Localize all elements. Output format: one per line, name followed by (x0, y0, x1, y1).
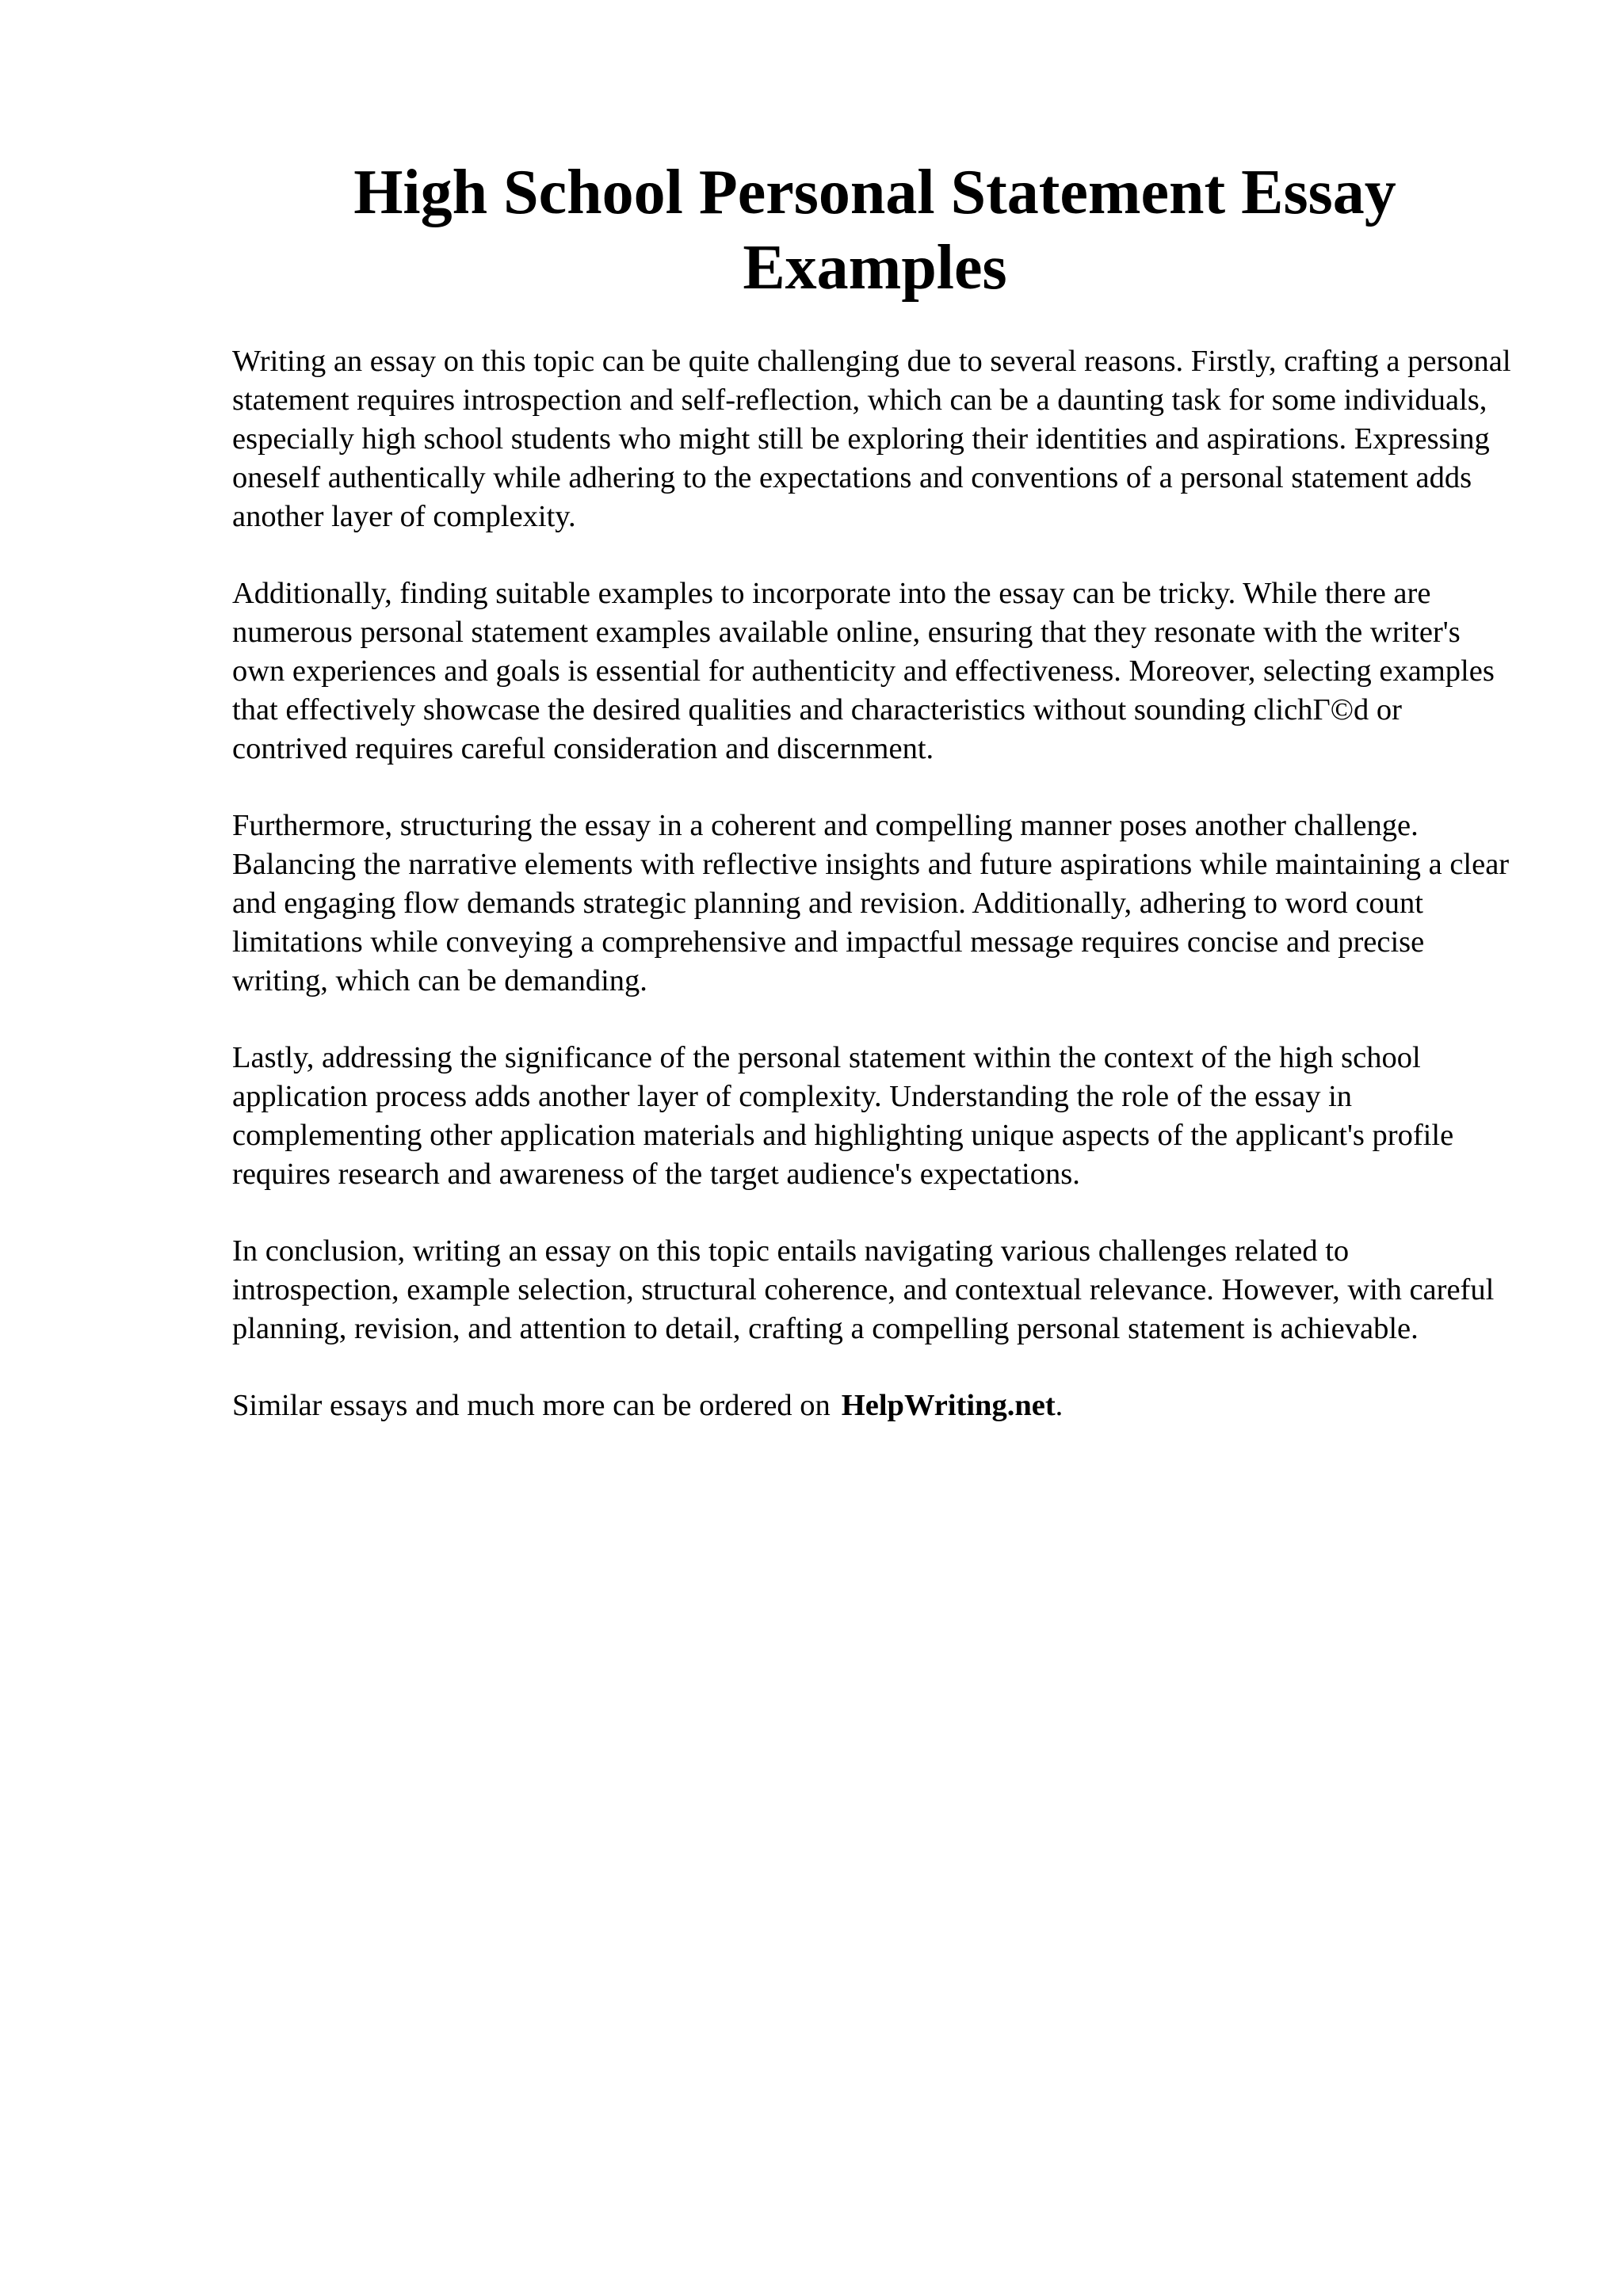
paragraph-4: Lastly, addressing the significance of the personal statement within the context of the high school application process adds another layer of complexity. Understanding the role of the essay in complementing other application materials and highlighting unique aspects of the applicant's profile requires research and awareness of the target audience's expectations. (232, 1041, 1454, 1191)
paragraph-2: Additionally, finding suitable examples to incorporate into the essay can be tricky. While there are numerous personal statement examples available online, ensuring that they resonate with the writer's own experiences and goals is essential for authenticity and effectiveness. Moreover, selecting examples that effectively showcase the desired qualities and characteristics without sounding clichΓ©d or contrived requires careful consideration and discernment. (232, 577, 1495, 765)
footer-text: Similar essays and much more can be ordered on (232, 1389, 831, 1422)
footer-line (232, 1386, 1518, 1425)
paragraph-3: Furthermore, structuring the essay in a coherent and compelling manner poses another challenge. Balancing the narrative elements with reflective insights and future aspirations while maintaining a clear and engaging flow demands strategic planning and revision. Additionally, adhering to word count limitations while conveying a comprehensive and impactful message requires concise and precise writing, which can be demanding. (232, 809, 1510, 997)
document-title: High School Personal Statement Essay Examples (353, 158, 1396, 303)
paragraph-5: In conclusion, writing an essay on this topic entails navigating various challenges related to introspection, example selection, structural coherence, and contextual relevance. However, with careful planning, revision, and attention to detail, crafting a compelling personal statement is achievable. (232, 1234, 1495, 1345)
paragraph-1: Writing an essay on this topic can be quite challenging due to several reasons. Firstly, crafting a personal statement requires introspection and self-reflection, which can be a daunting task for some individuals, especially high school students who might still be exploring their identities and aspirations. Expressing oneself authentically while adhering to the expectations and conventions of a personal statement adds another layer of complexity. (232, 345, 1511, 533)
helpwriting-link[interactable]: HelpWriting.net (841, 1389, 1056, 1422)
document-body (232, 155, 1518, 1425)
footer-suffix: . (1055, 1389, 1064, 1422)
